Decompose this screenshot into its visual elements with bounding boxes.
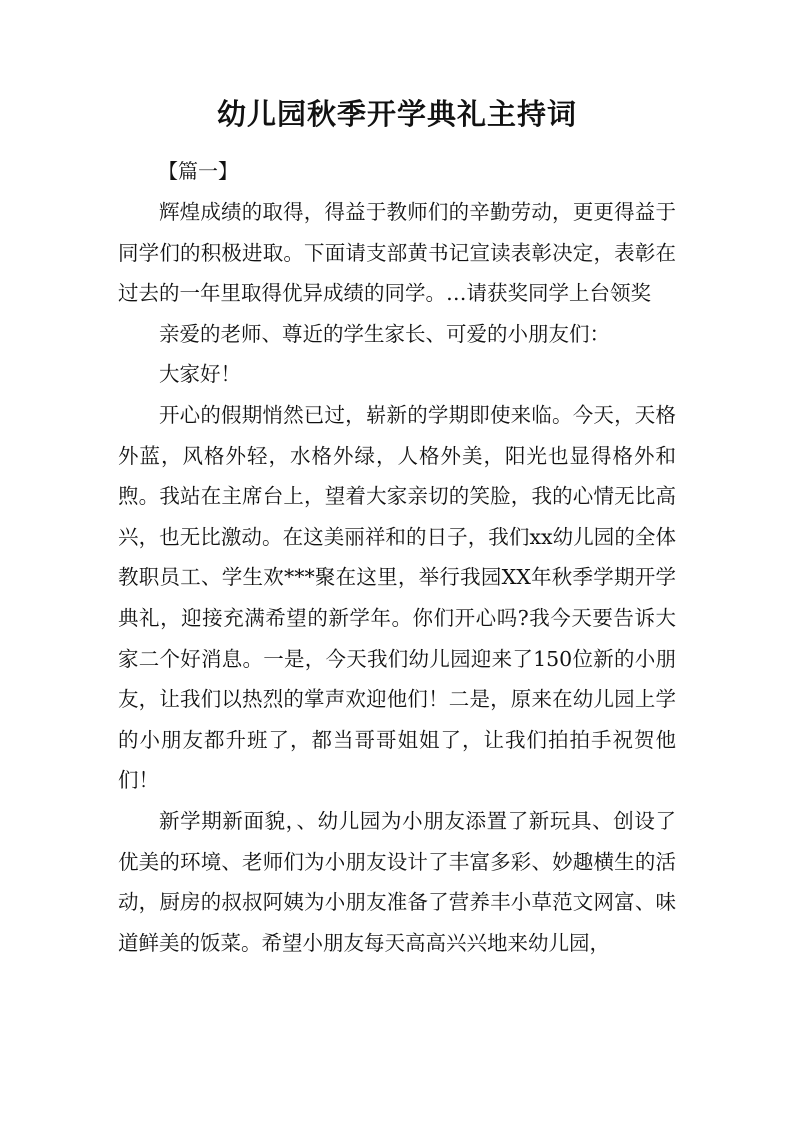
paragraph-opening: 开心的假期悄然已过，崭新的学期即使来临。今天，天格外蓝，风格外轻，水格外绿，人格外美，阳光也显得格外和煦。我站在主席台上，望着大家亲切的笑脸，我的心情无比高兴，也无比激动。在这美丽祥和的日子，我们xx幼儿园的全体教职员工、学生欢***聚在这里，举行我园XX年秋季学期开学典礼，迎接充满希望的新学年。你们开心吗?我今天要告诉大家二个好消息。一是，今天我们幼儿园迎来了150位新的小朋友，让我们以热烈的掌声欢迎他们！二是，原来在幼儿园上学的小朋友都升班了，都当哥哥姐姐了，让我们拍拍手祝贺他们！ — [118, 402, 676, 793]
paragraph-awards: 辉煌成绩的取得，得益于教师们的辛勤劳动，更更得益于同学们的积极进取。下面请支部黄书记宣读表彰决定，表彰在过去的一年里取得优异成绩的同学。…请获奖同学上台领奖 — [118, 200, 676, 306]
document-body — [118, 192, 676, 963]
paragraph-new-semester: 新学期新面貌，、幼儿园为小朋友添置了新玩具、创设了优美的环境、老师们为小朋友设计了丰富多彩、妙趣横生的活动，厨房的叔叔阿姨为小朋友准备了营养丰小草范文网富、味道鲜美的饭菜。希望小朋友每天高高兴兴地来幼儿园， — [118, 808, 676, 955]
paragraph-greeting: 大家好！ — [159, 362, 241, 387]
section-label: 【篇一】 — [158, 159, 238, 183]
paragraph-salutation: 亲爱的老师、尊近的学生家长、可爱的小朋友们： — [159, 321, 610, 346]
document-title: 幼儿园秋季开学典礼主持词 — [216, 97, 577, 131]
